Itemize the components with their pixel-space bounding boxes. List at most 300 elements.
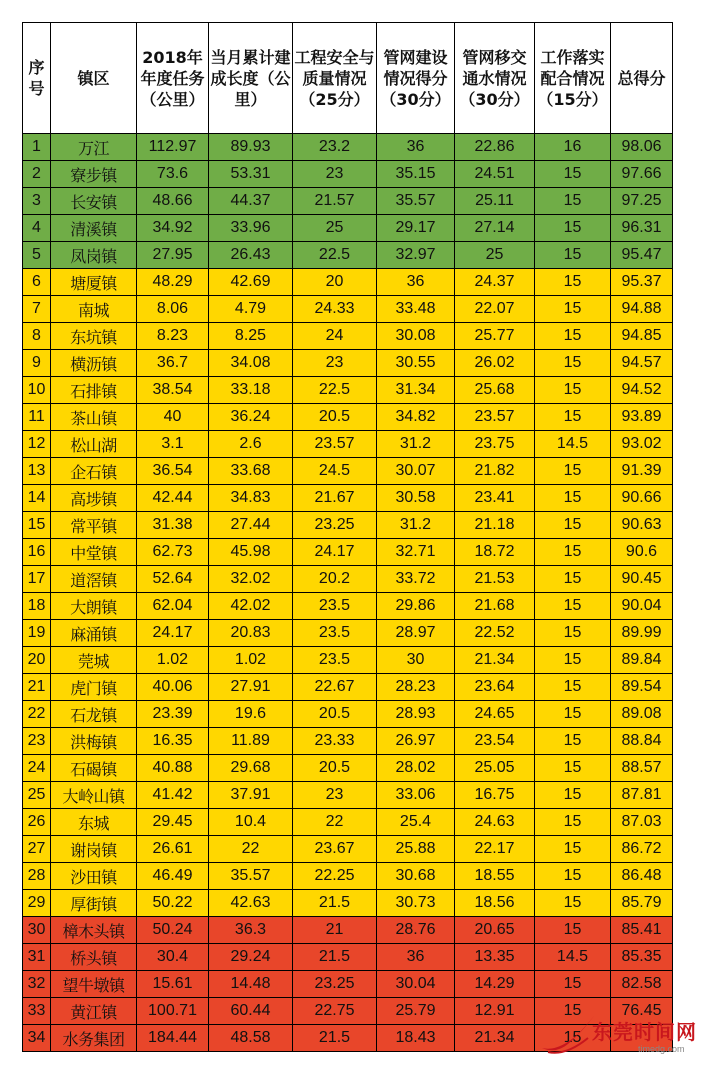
cell-task: 42.44 [137,485,209,512]
cell-network: 26.97 [377,728,455,755]
cell-task: 62.04 [137,593,209,620]
cell-work: 15 [535,458,611,485]
table-row [23,755,673,782]
cell-total: 85.79 [611,890,673,917]
cell-built: 35.57 [209,863,293,890]
cell-task: 38.54 [137,377,209,404]
cell-built: 27.91 [209,674,293,701]
cell-safety: 23.5 [293,620,377,647]
cell-safety: 24.5 [293,458,377,485]
cell-transfer: 22.52 [455,620,535,647]
cell-work: 15 [535,971,611,998]
cell-safety: 20.2 [293,566,377,593]
table-row [23,512,673,539]
cell-total: 88.57 [611,755,673,782]
cell-task: 41.42 [137,782,209,809]
cell-network: 33.06 [377,782,455,809]
cell-safety: 25 [293,215,377,242]
cell-task: 73.6 [137,161,209,188]
cell-safety: 23.25 [293,512,377,539]
cell-network: 30.07 [377,458,455,485]
cell-town: 厚街镇 [51,890,137,917]
cell-safety: 23.2 [293,134,377,161]
cell-town: 长安镇 [51,188,137,215]
cell-safety: 21.5 [293,1025,377,1052]
cell-town: 塘厦镇 [51,269,137,296]
cell-built: 11.89 [209,728,293,755]
cell-task: 31.38 [137,512,209,539]
cell-seq: 19 [23,620,51,647]
cell-built: 42.69 [209,269,293,296]
cell-work: 15 [535,701,611,728]
cell-transfer: 18.72 [455,539,535,566]
table-row [23,620,673,647]
cell-town: 东城 [51,809,137,836]
cell-safety: 21 [293,917,377,944]
cell-transfer: 18.55 [455,863,535,890]
table-row [23,215,673,242]
cell-built: 44.37 [209,188,293,215]
cell-seq: 22 [23,701,51,728]
header-task: 2018年年度任务（公里） [137,23,209,134]
cell-task: 34.92 [137,215,209,242]
header-built: 当月累计建成长度（公里） [209,23,293,134]
cell-seq: 12 [23,431,51,458]
cell-network: 25.88 [377,836,455,863]
cell-built: 48.58 [209,1025,293,1052]
cell-total: 95.47 [611,242,673,269]
table-row [23,269,673,296]
table-row [23,863,673,890]
header-network: 管网建设情况得分（30分） [377,23,455,134]
cell-transfer: 20.65 [455,917,535,944]
cell-seq: 18 [23,593,51,620]
table-row [23,701,673,728]
cell-network: 32.71 [377,539,455,566]
cell-network: 29.17 [377,215,455,242]
cell-built: 42.02 [209,593,293,620]
table-row [23,728,673,755]
cell-task: 30.4 [137,944,209,971]
cell-total: 88.84 [611,728,673,755]
cell-built: 29.68 [209,755,293,782]
cell-town: 南城 [51,296,137,323]
table-row [23,782,673,809]
cell-work: 15 [535,350,611,377]
cell-transfer: 21.18 [455,512,535,539]
cell-work: 15 [535,782,611,809]
cell-work: 15 [535,215,611,242]
cell-built: 36.24 [209,404,293,431]
cell-task: 184.44 [137,1025,209,1052]
cell-total: 94.88 [611,296,673,323]
cell-built: 26.43 [209,242,293,269]
cell-town: 黄江镇 [51,998,137,1025]
cell-network: 35.57 [377,188,455,215]
table-row [23,971,673,998]
cell-town: 麻涌镇 [51,620,137,647]
cell-town: 石排镇 [51,377,137,404]
cell-seq: 5 [23,242,51,269]
table-row [23,242,673,269]
cell-seq: 27 [23,836,51,863]
cell-built: 29.24 [209,944,293,971]
cell-work: 15 [535,566,611,593]
cell-work: 14.5 [535,431,611,458]
brand-logo-icon [538,1012,598,1056]
cell-seq: 17 [23,566,51,593]
table-row [23,296,673,323]
cell-safety: 20 [293,269,377,296]
table-row [23,134,673,161]
cell-town: 茶山镇 [51,404,137,431]
cell-work: 15 [535,296,611,323]
cell-town: 常平镇 [51,512,137,539]
cell-task: 24.17 [137,620,209,647]
cell-work: 15 [535,755,611,782]
cell-work: 15 [535,512,611,539]
cell-town: 凤岗镇 [51,242,137,269]
cell-transfer: 25.11 [455,188,535,215]
cell-transfer: 24.37 [455,269,535,296]
cell-seq: 14 [23,485,51,512]
cell-seq: 3 [23,188,51,215]
cell-work: 15 [535,1025,611,1052]
cell-safety: 20.5 [293,701,377,728]
cell-seq: 30 [23,917,51,944]
cell-seq: 24 [23,755,51,782]
cell-task: 1.02 [137,647,209,674]
cell-safety: 23.67 [293,836,377,863]
cell-town: 樟木头镇 [51,917,137,944]
cell-total: 86.48 [611,863,673,890]
cell-task: 100.71 [137,998,209,1025]
cell-seq: 23 [23,728,51,755]
cell-safety: 20.5 [293,755,377,782]
cell-seq: 16 [23,539,51,566]
cell-network: 31.2 [377,512,455,539]
cell-task: 50.24 [137,917,209,944]
cell-network: 30.58 [377,485,455,512]
cell-transfer: 25.77 [455,323,535,350]
cell-transfer: 26.02 [455,350,535,377]
cell-total: 93.89 [611,404,673,431]
cell-town: 道滘镇 [51,566,137,593]
cell-total: 91.39 [611,458,673,485]
cell-task: 40.88 [137,755,209,782]
cell-task: 16.35 [137,728,209,755]
table-row [23,485,673,512]
table-header [23,23,673,134]
cell-safety: 24 [293,323,377,350]
cell-built: 22 [209,836,293,863]
header-seq: 序号 [23,23,51,134]
cell-built: 27.44 [209,512,293,539]
cell-safety: 22.25 [293,863,377,890]
cell-transfer: 21.34 [455,1025,535,1052]
cell-network: 30.04 [377,971,455,998]
cell-built: 60.44 [209,998,293,1025]
cell-task: 36.54 [137,458,209,485]
cell-task: 8.23 [137,323,209,350]
cell-work: 15 [535,620,611,647]
table-row [23,188,673,215]
cell-network: 35.15 [377,161,455,188]
cell-total: 89.08 [611,701,673,728]
cell-safety: 22 [293,809,377,836]
cell-town: 谢岗镇 [51,836,137,863]
cell-town: 沙田镇 [51,863,137,890]
cell-seq: 21 [23,674,51,701]
cell-built: 37.91 [209,782,293,809]
header-safety: 工程安全与质量情况（25分） [293,23,377,134]
table-body [23,134,673,1052]
cell-transfer: 22.07 [455,296,535,323]
cell-town: 中堂镇 [51,539,137,566]
cell-safety: 23.5 [293,593,377,620]
cell-work: 14.5 [535,944,611,971]
cell-safety: 21.57 [293,188,377,215]
cell-work: 15 [535,890,611,917]
cell-task: 23.39 [137,701,209,728]
cell-total: 90.45 [611,566,673,593]
cell-seq: 20 [23,647,51,674]
table-row [23,161,673,188]
cell-network: 34.82 [377,404,455,431]
cell-transfer: 16.75 [455,782,535,809]
cell-transfer: 22.86 [455,134,535,161]
cell-work: 15 [535,917,611,944]
cell-task: 29.45 [137,809,209,836]
cell-task: 8.06 [137,296,209,323]
cell-built: 33.18 [209,377,293,404]
cell-task: 3.1 [137,431,209,458]
cell-safety: 23.5 [293,647,377,674]
cell-town: 万江 [51,134,137,161]
cell-safety: 24.17 [293,539,377,566]
cell-built: 34.08 [209,350,293,377]
cell-network: 33.48 [377,296,455,323]
table-row [23,917,673,944]
cell-safety: 23.57 [293,431,377,458]
cell-network: 28.97 [377,620,455,647]
cell-total: 85.41 [611,917,673,944]
cell-seq: 2 [23,161,51,188]
cell-work: 15 [535,323,611,350]
table-row [23,350,673,377]
cell-transfer: 22.17 [455,836,535,863]
cell-seq: 15 [23,512,51,539]
cell-town: 寮步镇 [51,161,137,188]
cell-safety: 22.5 [293,377,377,404]
cell-transfer: 23.57 [455,404,535,431]
cell-built: 33.96 [209,215,293,242]
cell-total: 90.66 [611,485,673,512]
table-row [23,647,673,674]
cell-transfer: 24.63 [455,809,535,836]
cell-safety: 21.5 [293,890,377,917]
cell-transfer: 24.65 [455,701,535,728]
cell-built: 8.25 [209,323,293,350]
cell-network: 29.86 [377,593,455,620]
cell-town: 石碣镇 [51,755,137,782]
cell-total: 87.03 [611,809,673,836]
cell-total: 95.37 [611,269,673,296]
cell-town: 企石镇 [51,458,137,485]
watermark [520,1010,710,1070]
cell-town: 大岭山镇 [51,782,137,809]
cell-task: 62.73 [137,539,209,566]
cell-work: 15 [535,809,611,836]
cell-task: 112.97 [137,134,209,161]
cell-town: 高埗镇 [51,485,137,512]
table-row [23,944,673,971]
cell-network: 30.68 [377,863,455,890]
cell-safety: 22.5 [293,242,377,269]
cell-built: 32.02 [209,566,293,593]
cell-work: 15 [535,161,611,188]
header-transfer: 管网移交通水情况（30分） [455,23,535,134]
cell-seq: 9 [23,350,51,377]
header-work: 工作落实配合情况（15分） [535,23,611,134]
cell-transfer: 13.35 [455,944,535,971]
cell-transfer: 23.75 [455,431,535,458]
cell-work: 15 [535,593,611,620]
cell-built: 42.63 [209,890,293,917]
cell-network: 30 [377,647,455,674]
table-row [23,404,673,431]
cell-task: 40 [137,404,209,431]
cell-task: 26.61 [137,836,209,863]
cell-network: 28.93 [377,701,455,728]
cell-work: 15 [535,863,611,890]
cell-town: 横沥镇 [51,350,137,377]
cell-transfer: 25.05 [455,755,535,782]
table-row [23,458,673,485]
cell-total: 86.72 [611,836,673,863]
cell-network: 30.08 [377,323,455,350]
table-row [23,431,673,458]
cell-seq: 11 [23,404,51,431]
cell-town: 莞城 [51,647,137,674]
cell-total: 89.84 [611,647,673,674]
cell-transfer: 27.14 [455,215,535,242]
cell-work: 15 [535,242,611,269]
cell-built: 19.6 [209,701,293,728]
table-row [23,377,673,404]
cell-total: 87.81 [611,782,673,809]
cell-total: 90.63 [611,512,673,539]
cell-built: 36.3 [209,917,293,944]
cell-seq: 26 [23,809,51,836]
cell-built: 2.6 [209,431,293,458]
cell-task: 40.06 [137,674,209,701]
cell-task: 48.66 [137,188,209,215]
cell-total: 94.52 [611,377,673,404]
cell-network: 28.23 [377,674,455,701]
cell-town: 望牛墩镇 [51,971,137,998]
cell-transfer: 25 [455,242,535,269]
cell-town: 清溪镇 [51,215,137,242]
cell-seq: 7 [23,296,51,323]
cell-transfer: 25.68 [455,377,535,404]
cell-transfer: 23.41 [455,485,535,512]
cell-total: 94.57 [611,350,673,377]
cell-safety: 23 [293,161,377,188]
cell-network: 28.02 [377,755,455,782]
cell-safety: 23.33 [293,728,377,755]
cell-network: 25.79 [377,998,455,1025]
cell-transfer: 21.82 [455,458,535,485]
cell-built: 45.98 [209,539,293,566]
cell-work: 15 [535,539,611,566]
table-row [23,593,673,620]
cell-built: 53.31 [209,161,293,188]
cell-town: 石龙镇 [51,701,137,728]
cell-built: 1.02 [209,647,293,674]
cell-task: 50.22 [137,890,209,917]
cell-network: 18.43 [377,1025,455,1052]
cell-network: 25.4 [377,809,455,836]
cell-total: 97.66 [611,161,673,188]
cell-town: 桥头镇 [51,944,137,971]
cell-task: 15.61 [137,971,209,998]
cell-seq: 13 [23,458,51,485]
table-row [23,539,673,566]
cell-network: 31.2 [377,431,455,458]
cell-built: 10.4 [209,809,293,836]
cell-safety: 21.67 [293,485,377,512]
cell-network: 36 [377,134,455,161]
cell-work: 15 [535,728,611,755]
cell-transfer: 14.29 [455,971,535,998]
cell-network: 36 [377,944,455,971]
watermark-brand: 东莞时间网 [592,1020,697,1044]
cell-network: 30.73 [377,890,455,917]
cell-work: 15 [535,674,611,701]
header-total: 总得分 [611,23,673,134]
cell-seq: 10 [23,377,51,404]
cell-seq: 33 [23,998,51,1025]
cell-seq: 29 [23,890,51,917]
cell-task: 46.49 [137,863,209,890]
cell-network: 36 [377,269,455,296]
cell-total: 90.6 [611,539,673,566]
cell-town: 洪梅镇 [51,728,137,755]
cell-total: 82.58 [611,971,673,998]
cell-safety: 22.67 [293,674,377,701]
cell-seq: 6 [23,269,51,296]
cell-safety: 23.25 [293,971,377,998]
cell-seq: 4 [23,215,51,242]
cell-task: 36.7 [137,350,209,377]
table-row [23,323,673,350]
cell-work: 15 [535,377,611,404]
cell-town: 水务集团 [51,1025,137,1052]
cell-work: 16 [535,134,611,161]
table-row [23,809,673,836]
cell-work: 15 [535,647,611,674]
cell-network: 31.34 [377,377,455,404]
cell-seq: 31 [23,944,51,971]
cell-seq: 1 [23,134,51,161]
cell-total: 76.45 [611,998,673,1025]
cell-transfer: 21.34 [455,647,535,674]
cell-seq: 34 [23,1025,51,1052]
cell-work: 15 [535,836,611,863]
cell-built: 20.83 [209,620,293,647]
score-table [22,22,673,1052]
